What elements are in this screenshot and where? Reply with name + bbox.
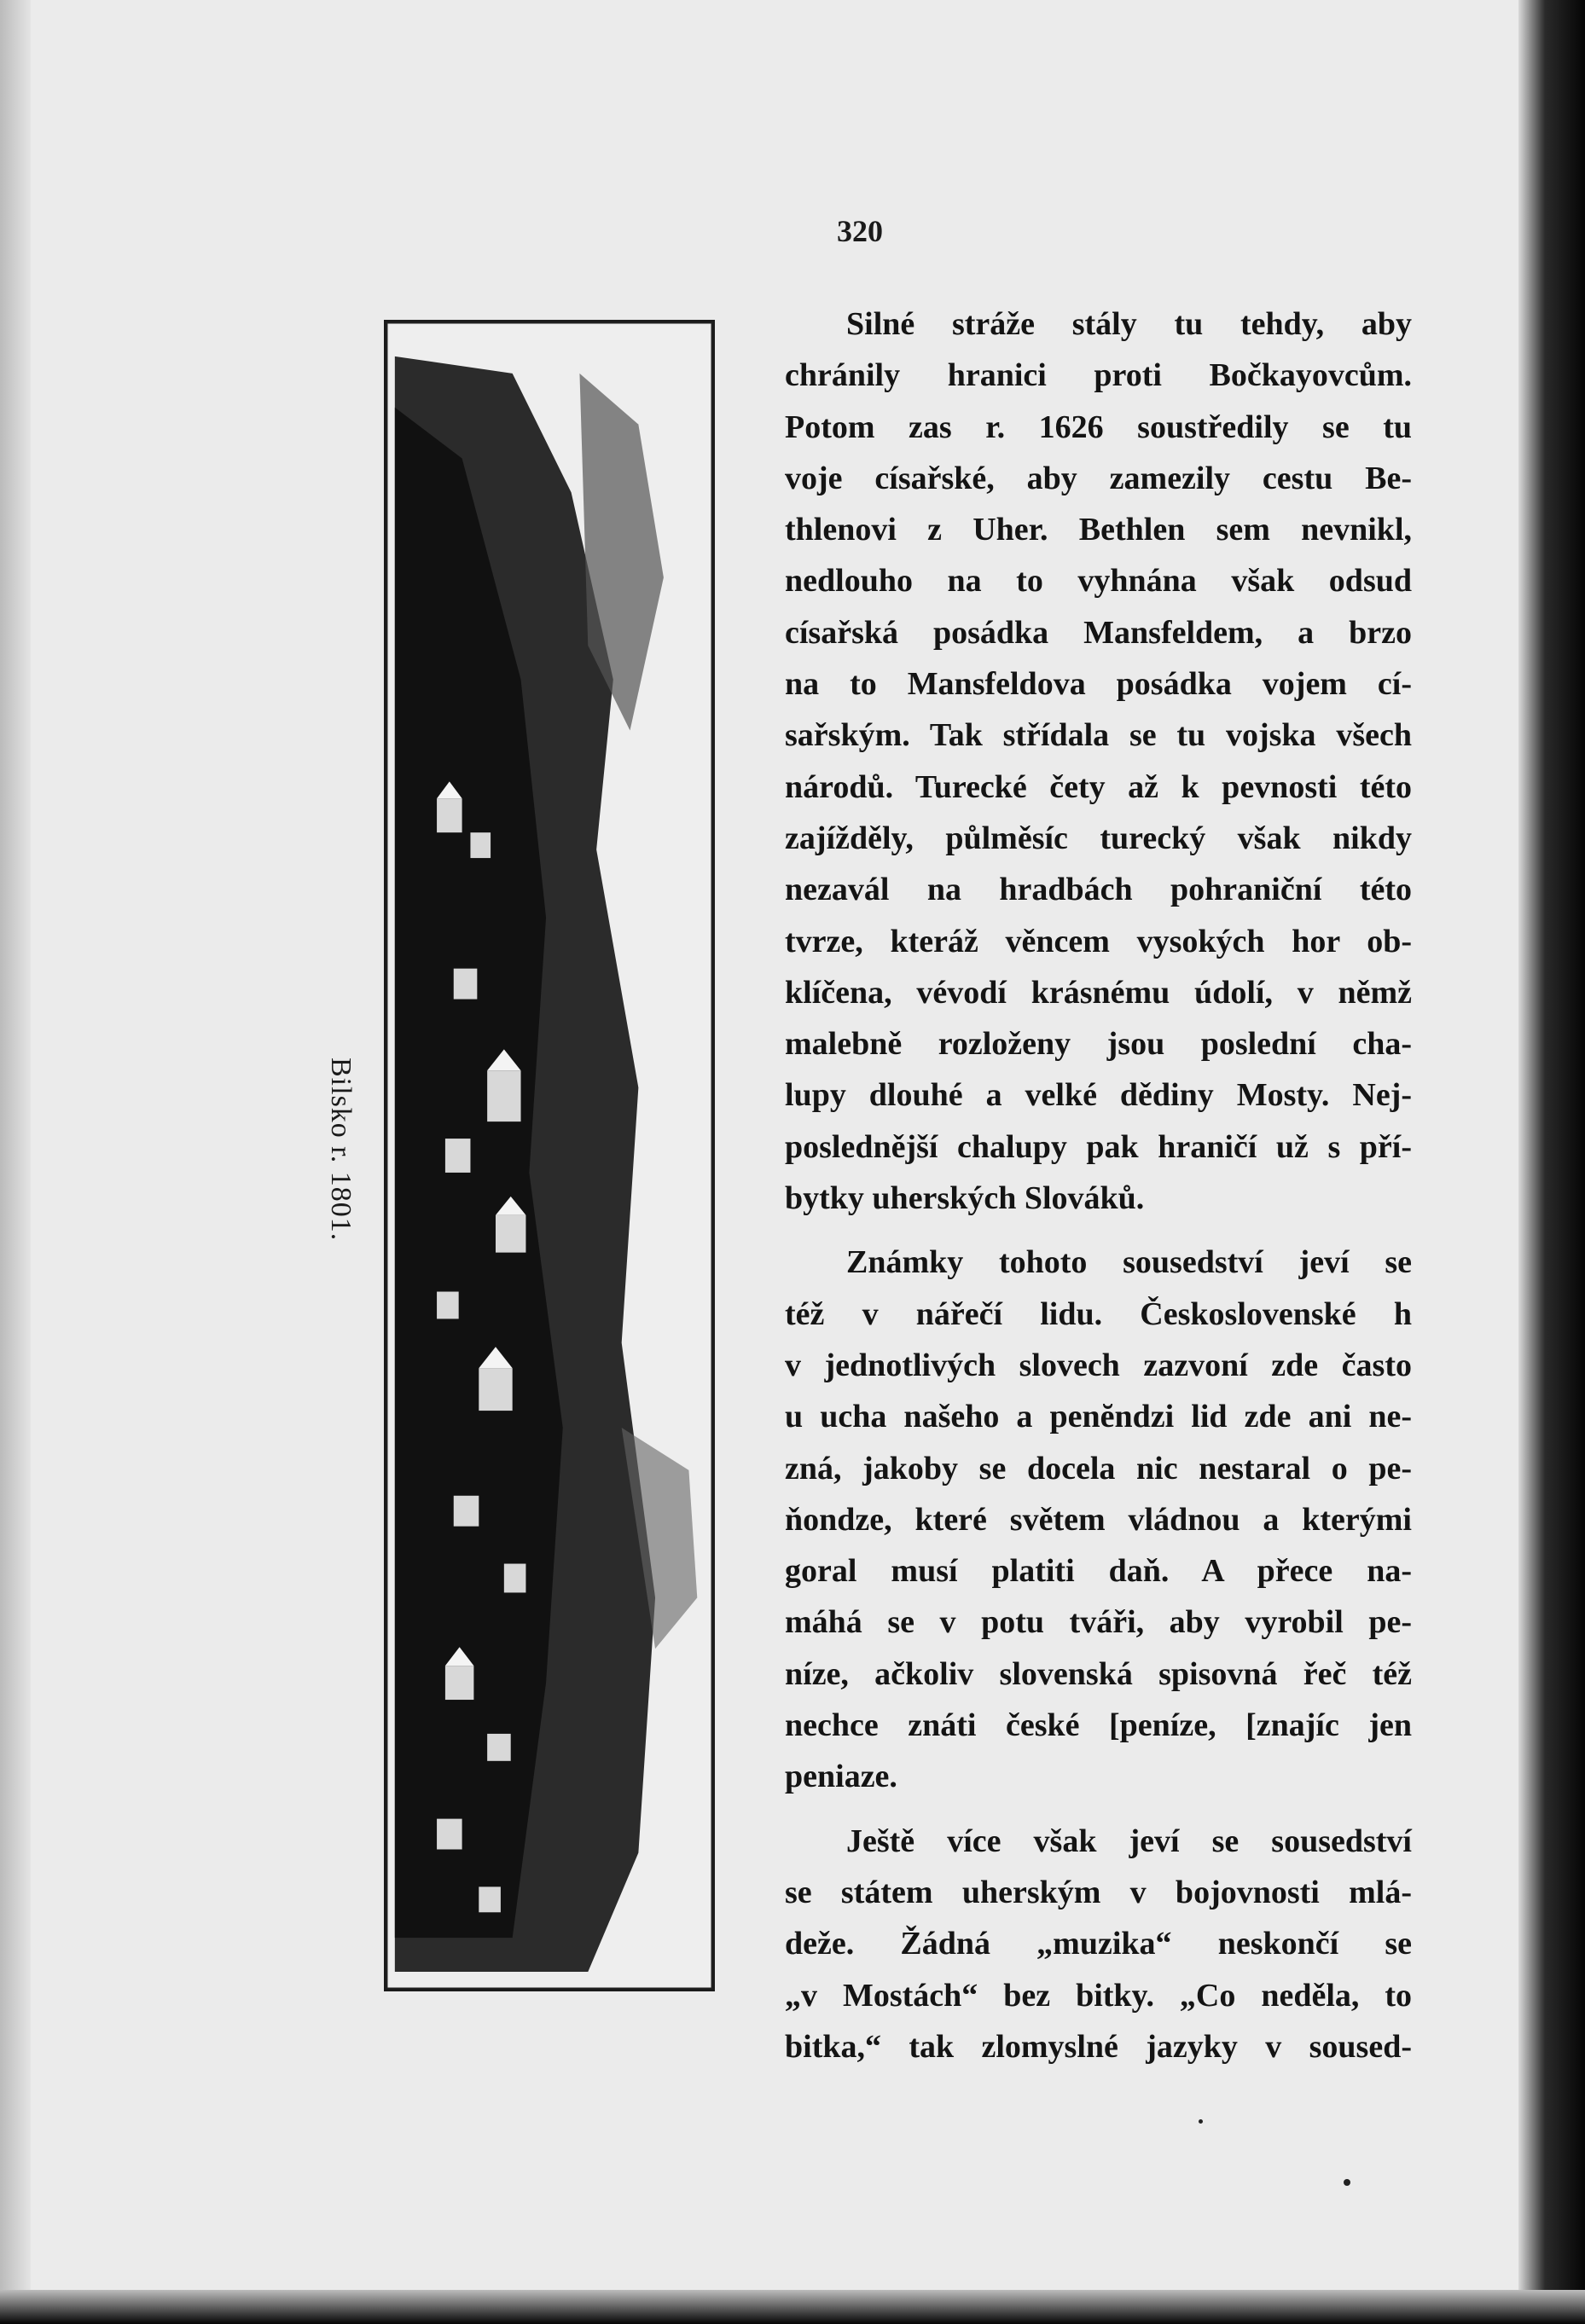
text-line: malebně rozloženy jsou poslední cha- xyxy=(785,1026,1412,1063)
paragraph xyxy=(785,1237,1412,1802)
print-speck xyxy=(1344,2179,1350,2186)
text-line: též v nářečí lidu. Československé h xyxy=(785,1295,1412,1332)
text-line: lupy dlouhé a velké dědiny Mosty. Nej- xyxy=(785,1077,1412,1114)
text-line: poslednější chalupy pak hraničí už s pří- xyxy=(785,1128,1412,1165)
page-right-edge xyxy=(1518,0,1585,2324)
text-line: níze, ačkoliv slovenská spisovná řeč též xyxy=(785,1655,1412,1692)
page-number: 320 xyxy=(837,214,883,248)
paragraph xyxy=(785,298,1412,1224)
text-line: bitka,“ tak zlomyslné jazyky v soused- xyxy=(785,2028,1412,2065)
illustration-caption: Bilsko r. 1801. xyxy=(325,1058,357,1242)
print-speck xyxy=(1199,2119,1203,2124)
text-line: Známky tohoto sousedství jeví se xyxy=(846,1244,1412,1281)
page-left-shadow xyxy=(0,0,31,2324)
text-line: chránily hranici proti Bočkayovcům. xyxy=(785,357,1412,394)
text-line: máhá se v potu tváři, aby vyrobil pe- xyxy=(785,1604,1412,1641)
text-line: se státem uherským v bojovnosti mlá- xyxy=(785,1874,1412,1910)
text-line: deže. Žádná „muzika“ neskončí se xyxy=(785,1926,1412,1962)
text-line: klíčena, vévodí krásnému údolí, v němž xyxy=(785,974,1412,1011)
text-line: sařským. Tak střídala se tu vojska všech xyxy=(785,717,1412,754)
text-line: nezavál na hradbách pohraniční této xyxy=(785,872,1412,908)
text-line: goral musí platiti daň. A přece na- xyxy=(785,1553,1412,1590)
text-line: u ucha našeho a penĕndzi lid zde ani ne- xyxy=(785,1399,1412,1435)
text-line: voje císařské, aby zamezily cestu Be- xyxy=(785,460,1412,496)
text-line: bytky uherských Slováků. xyxy=(785,1180,1145,1217)
text-line: národů. Turecké čety až k pevnosti této xyxy=(785,768,1412,805)
text-line: peniaze. xyxy=(785,1759,897,1795)
town-engraving-image xyxy=(386,322,712,1989)
text-line: nedlouho na to vyhnána však odsud xyxy=(785,563,1412,600)
text-line: ňondze, které světem vládnou a kterými xyxy=(785,1501,1412,1538)
text-line: zná, jakoby se docela nic nestaral o pe- xyxy=(785,1450,1412,1487)
text-line: císařská posádka Mansfeldem, a brzo xyxy=(785,614,1412,651)
page-bottom-edge xyxy=(0,2290,1585,2324)
text-line: tvrze, kteráž věncem vysokých hor ob- xyxy=(785,923,1412,959)
text-line: Silné stráže stály tu tehdy, aby xyxy=(846,306,1412,342)
text-line: na to Mansfeldova posádka vojem cí- xyxy=(785,666,1412,703)
text-line: thlenovi z Uher. Bethlen sem nevnikl, xyxy=(785,512,1412,548)
text-line: zajížděly, půlměsíc turecký však nikdy xyxy=(785,820,1412,856)
text-line: Ještě více však jeví se sousedství xyxy=(846,1823,1412,1859)
text-line: Potom zas r. 1626 soustředily se tu xyxy=(785,409,1412,445)
paragraph xyxy=(785,1816,1412,2072)
body-text xyxy=(785,298,1412,2072)
text-line: nechce znáti české [peníze, [znajíc jen xyxy=(785,1707,1412,1744)
text-line: v jednotlivých slovech zazvoní zde často xyxy=(785,1347,1412,1383)
text-line: „v Mostách“ bez bitky. „Co neděla, to xyxy=(785,1977,1412,2014)
town-illustration xyxy=(384,320,715,1991)
